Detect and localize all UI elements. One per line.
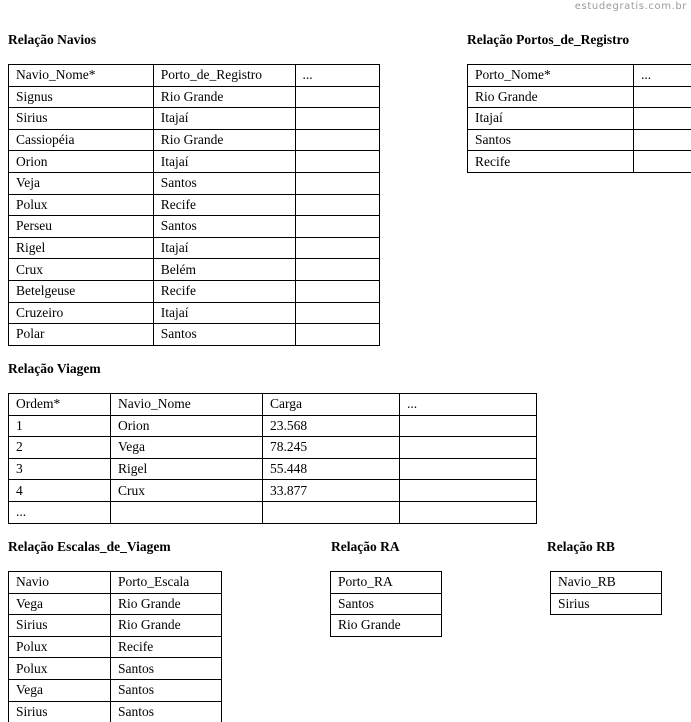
table-cell: Sirius (9, 108, 154, 130)
table-cell: 3 (9, 458, 111, 480)
table-row (9, 593, 222, 615)
column-header: ... (295, 65, 379, 87)
table-row (9, 458, 537, 480)
column-header: ... (634, 65, 691, 87)
table-cell (400, 458, 537, 480)
table-row (9, 437, 537, 459)
viagem-table (8, 393, 537, 524)
table-cell: Santos (111, 701, 222, 722)
table-row (9, 658, 222, 680)
table-row (468, 108, 691, 130)
table-row (468, 129, 691, 151)
table-cell: Santos (468, 129, 634, 151)
table-cell (400, 501, 537, 523)
table-row (9, 172, 380, 194)
ra-table (330, 571, 442, 637)
table-cell: Polux (9, 636, 111, 658)
table-cell: Cruzeiro (9, 302, 154, 324)
table-row (9, 237, 380, 259)
table-header-row (551, 572, 662, 594)
column-header: Navio (9, 572, 111, 594)
column-header: Navio_Nome* (9, 65, 154, 87)
table-row (9, 108, 380, 130)
table-row (9, 216, 380, 238)
table-row (9, 415, 537, 437)
table-cell: 78.245 (263, 437, 400, 459)
table-cell: Polux (9, 194, 154, 216)
column-header: Porto_Nome* (468, 65, 634, 87)
table-cell: Rio Grande (111, 615, 222, 637)
table-cell (295, 108, 379, 130)
table-cell (634, 86, 691, 108)
table-row (9, 480, 537, 502)
table-row (9, 194, 380, 216)
table-cell (295, 237, 379, 259)
table-row (9, 615, 222, 637)
navios-title: Relação Navios (8, 32, 96, 48)
table-cell: Polux (9, 658, 111, 680)
table-cell: Polar (9, 324, 154, 346)
table-cell: 4 (9, 480, 111, 502)
table-cell: Rio Grande (468, 86, 634, 108)
table-row (9, 280, 380, 302)
table-cell: Rigel (111, 458, 263, 480)
table-cell (634, 151, 691, 173)
table-cell: Belém (153, 259, 295, 281)
table-row (9, 701, 222, 722)
rb-title: Relação RB (547, 539, 615, 555)
table-cell: 33.877 (263, 480, 400, 502)
table-row (331, 593, 442, 615)
table-cell (400, 415, 537, 437)
table-cell: Recife (111, 636, 222, 658)
table-cell: 55.448 (263, 458, 400, 480)
watermark: estudegratis.com.br (575, 1, 687, 12)
rb-table (550, 571, 662, 615)
ra-title: Relação RA (331, 539, 400, 555)
table-cell (295, 86, 379, 108)
table-header-row (9, 65, 380, 87)
table-cell: Betelgeuse (9, 280, 154, 302)
table-cell: Vega (9, 679, 111, 701)
table-cell (634, 129, 691, 151)
table-row (9, 86, 380, 108)
table-cell: Crux (9, 259, 154, 281)
table-cell: Rio Grande (153, 129, 295, 151)
table-row (9, 259, 380, 281)
table-row (468, 86, 691, 108)
table-cell (295, 259, 379, 281)
table-cell: 1 (9, 415, 111, 437)
table-cell: Sirius (9, 701, 111, 722)
table-cell (111, 501, 263, 523)
table-cell: Signus (9, 86, 154, 108)
table-cell (263, 501, 400, 523)
column-header: Navio_Nome (111, 394, 263, 416)
table-cell: Vega (111, 437, 263, 459)
table-header-row (9, 572, 222, 594)
table-cell: 23.568 (263, 415, 400, 437)
navios-table (8, 64, 380, 346)
table-row (551, 593, 662, 615)
table-cell (295, 172, 379, 194)
table-cell (295, 324, 379, 346)
table-cell: Itajaí (153, 237, 295, 259)
table-cell: Santos (111, 679, 222, 701)
table-cell: Vega (9, 593, 111, 615)
table-cell (295, 194, 379, 216)
table-cell: Rio Grande (153, 86, 295, 108)
table-cell: Sirius (9, 615, 111, 637)
column-header: Carga (263, 394, 400, 416)
viagem-title: Relação Viagem (8, 361, 101, 377)
column-header: Porto_Escala (111, 572, 222, 594)
table-cell: Itajaí (153, 108, 295, 130)
table-row (9, 501, 537, 523)
column-header: Porto_RA (331, 572, 442, 594)
portos-table (467, 64, 691, 173)
column-header: ... (400, 394, 537, 416)
table-cell (295, 129, 379, 151)
table-row (468, 151, 691, 173)
table-row (9, 151, 380, 173)
column-header: Ordem* (9, 394, 111, 416)
table-cell: Rigel (9, 237, 154, 259)
table-cell: Santos (331, 593, 442, 615)
table-cell: Santos (111, 658, 222, 680)
column-header: Porto_de_Registro (153, 65, 295, 87)
table-header-row (468, 65, 691, 87)
table-cell: Recife (468, 151, 634, 173)
table-cell: Itajaí (468, 108, 634, 130)
table-header-row (331, 572, 442, 594)
table-row (331, 615, 442, 637)
table-row (9, 302, 380, 324)
table-header-row (9, 394, 537, 416)
table-cell: Orion (9, 151, 154, 173)
table-cell (400, 480, 537, 502)
table-cell (295, 280, 379, 302)
table-cell: Santos (153, 172, 295, 194)
table-row (9, 636, 222, 658)
escalas-title: Relação Escalas_de_Viagem (8, 539, 171, 555)
table-cell: Perseu (9, 216, 154, 238)
table-cell: Orion (111, 415, 263, 437)
table-row (9, 129, 380, 151)
escalas-table (8, 571, 222, 722)
table-row (9, 324, 380, 346)
table-cell (634, 108, 691, 130)
table-cell: Veja (9, 172, 154, 194)
table-cell: Santos (153, 216, 295, 238)
table-cell: Recife (153, 280, 295, 302)
table-cell: 2 (9, 437, 111, 459)
table-cell: Santos (153, 324, 295, 346)
table-cell: Itajaí (153, 302, 295, 324)
table-row (9, 679, 222, 701)
table-cell: Sirius (551, 593, 662, 615)
table-cell: ... (9, 501, 111, 523)
table-cell: Rio Grande (111, 593, 222, 615)
table-cell (400, 437, 537, 459)
column-header: Navio_RB (551, 572, 662, 594)
table-cell: Crux (111, 480, 263, 502)
table-cell (295, 151, 379, 173)
table-cell: Cassiopéia (9, 129, 154, 151)
table-cell: Recife (153, 194, 295, 216)
table-cell (295, 302, 379, 324)
table-cell: Rio Grande (331, 615, 442, 637)
table-cell (295, 216, 379, 238)
table-cell: Itajaí (153, 151, 295, 173)
portos-title: Relação Portos_de_Registro (467, 32, 629, 48)
